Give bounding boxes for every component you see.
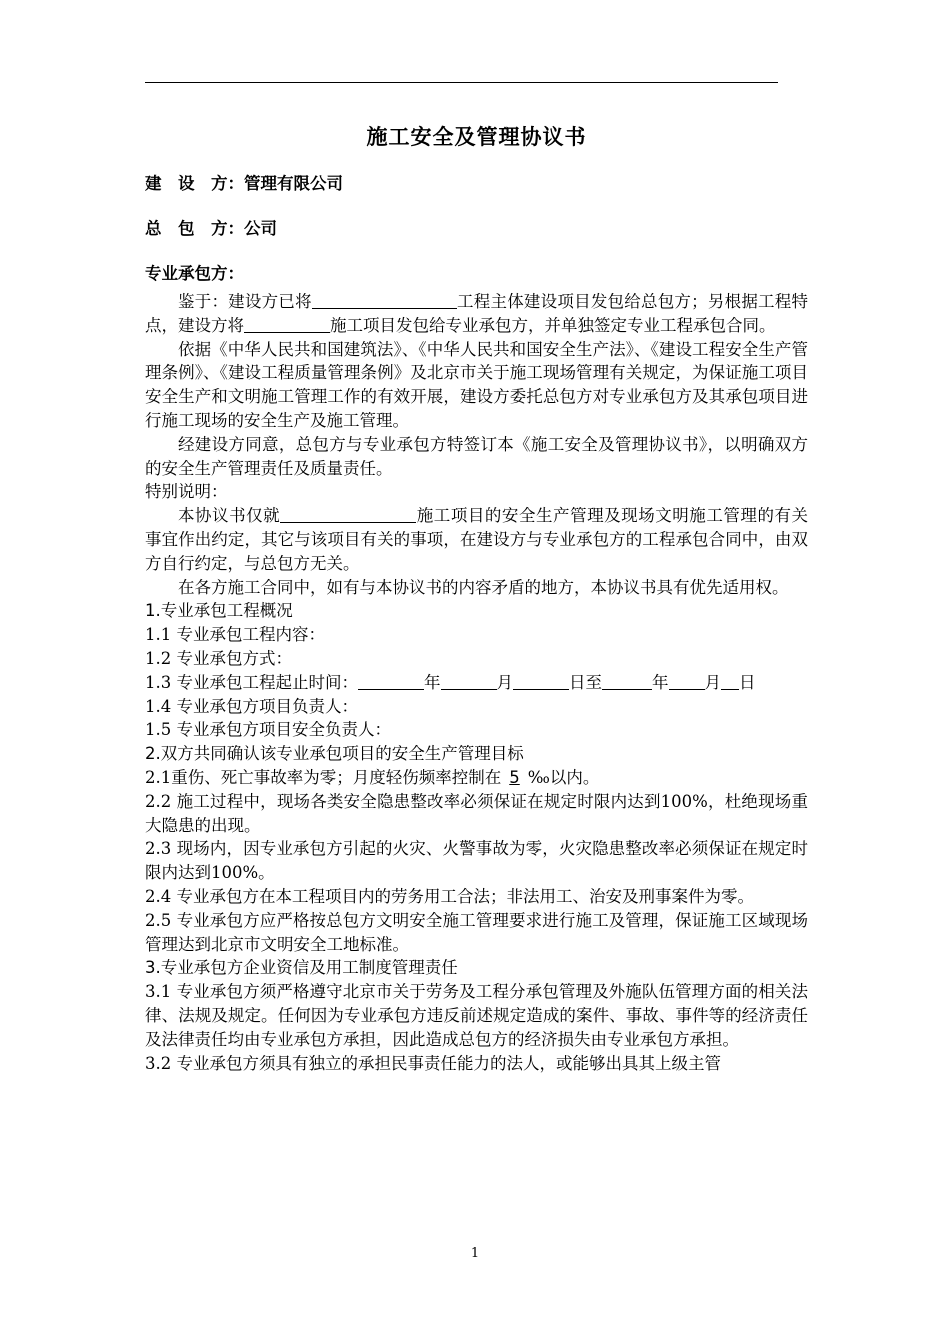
special-paragraph-2: 在各方施工合同中，如有与本协议书的内容矛盾的地方，本协议书具有优先适用权。 — [178, 577, 789, 597]
blank-project-name[interactable] — [312, 292, 457, 310]
paragraph-recital: 鉴于：建设方已将 工程主体建设项目发包给总包方；另根据工程特点，建设方将 施工项目发包给专业承包方，并单独签定专业工程承包合同。 — [145, 292, 809, 335]
blank-start-year[interactable] — [358, 672, 424, 690]
section-3-item-2: 3.2 专业承包方须具有独立的承担民事责任能力的法人，或能够出具其上级主管 — [145, 1053, 721, 1073]
section-1-item-2: 1.2 专业承包方式： — [145, 648, 292, 668]
blank-end-day[interactable] — [721, 672, 739, 690]
blank-special-project[interactable] — [280, 506, 416, 524]
section-2-heading: 2.双方共同确认该专业承包项目的安全生产管理目标 — [145, 744, 524, 764]
section-1-item-5: 1.5 专业承包方项目安全负责人： — [145, 720, 391, 740]
header-rule — [145, 82, 778, 83]
section-2-item-5: 2.5 专业承包方应严格按总包方文明安全施工管理要求进行施工及管理，保证施工区域现场管理达到北京市文明安全工地标准。 — [145, 910, 808, 954]
section-1-heading: 1.专业承包工程概况 — [145, 601, 293, 621]
party-builder-value: 管理有限公司 — [244, 174, 343, 193]
page-number: 1 — [470, 1246, 480, 1261]
year-label-2: 年 — [652, 672, 669, 692]
section-2-item-4: 2.4 专业承包方在本工程项目内的劳务用工合法；非法用工、治安及刑事案件为零。 — [145, 886, 754, 906]
blank-sub-project-name[interactable] — [244, 315, 330, 333]
section-2-item-3: 2.3 现场内，因专业承包方引起的火灾、火警事故为零，火灾隐患整改率必须保证在规定时限内达到100%。 — [145, 839, 808, 883]
special-heading: 特别说明： — [145, 482, 228, 502]
month-label-2: 月 — [704, 672, 721, 692]
party-specialist — [145, 262, 808, 286]
section-1-item-4: 1.4 专业承包方项目负责人： — [145, 696, 358, 716]
blank-end-year[interactable] — [602, 672, 652, 690]
section-1-item-1: 1.1 专业承包工程内容： — [145, 625, 325, 645]
section-2-item-1: 2.1重伤、死亡事故率为零；月度轻伤频率控制在 5 ‰以内。 — [145, 767, 600, 787]
paragraph-legal-basis: 依据《中华人民共和国建筑法》、《中华人民共和国安全生产法》、《建设工程安全生产管理条例》、《建设工程质量管理条例》及北京市关于施工现场管理有关规定，为保证施工项目安全生产和文明施工管理工作的有效开展，建设方委托总包方对专业承包方及其承包项目进行施工现场的安全生产及施工管理。 — [145, 339, 808, 430]
blank-end-month[interactable] — [669, 672, 705, 690]
section-3-item-1: 3.1 专业承包方须严格遵守北京市关于劳务及工程分承包管理及外施队伍管理方面的相关法律、法规及规定。任何因为专业承包方违反前述规定造成的案件、事故、事件等的经济责任及法律责任均由专业承包方承担，因此造成总包方的经济损失由专业承包方承担。 — [145, 982, 808, 1049]
document-body — [145, 120, 808, 1075]
party-general — [145, 217, 808, 241]
party-general-value: 公司 — [244, 219, 277, 238]
injury-rate-value: 5 — [509, 767, 520, 787]
special-paragraph-1: 本协议书仅就 施工项目的安全生产管理及现场文明施工管理的有关事宜作出约定，其它与该项目有关的事项，在建设方与专业承包方的工程承包合同中，由双方自行约定，与总包方无关。 — [145, 506, 809, 573]
blank-start-month[interactable] — [441, 672, 497, 690]
document-title: 施工安全及管理协议书 — [366, 125, 587, 149]
section-3-heading: 3.专业承包方企业资信及用工制度管理责任 — [145, 958, 458, 978]
party-builder-label: 建 设 方： — [145, 174, 244, 193]
section-2-item-2: 2.2 施工过程中，现场各类安全隐患整改率必须保证在规定时限内达到100%，杜绝现场重大隐患的出现。 — [145, 791, 808, 835]
blank-start-day[interactable] — [513, 672, 569, 690]
party-builder — [145, 172, 808, 196]
paragraph-agreement: 经建设方同意，总包方与专业承包方特签订本《施工安全及管理协议书》，以明确双方的安全生产管理责任及质量责任。 — [145, 434, 808, 478]
section-1-item-3: 1.3 专业承包工程起止时间： 年 月 日至 年 月 日 — [145, 672, 756, 692]
party-general-label: 总 包 方： — [145, 219, 244, 238]
party-specialist-label: 专业承包方： — [145, 264, 244, 283]
